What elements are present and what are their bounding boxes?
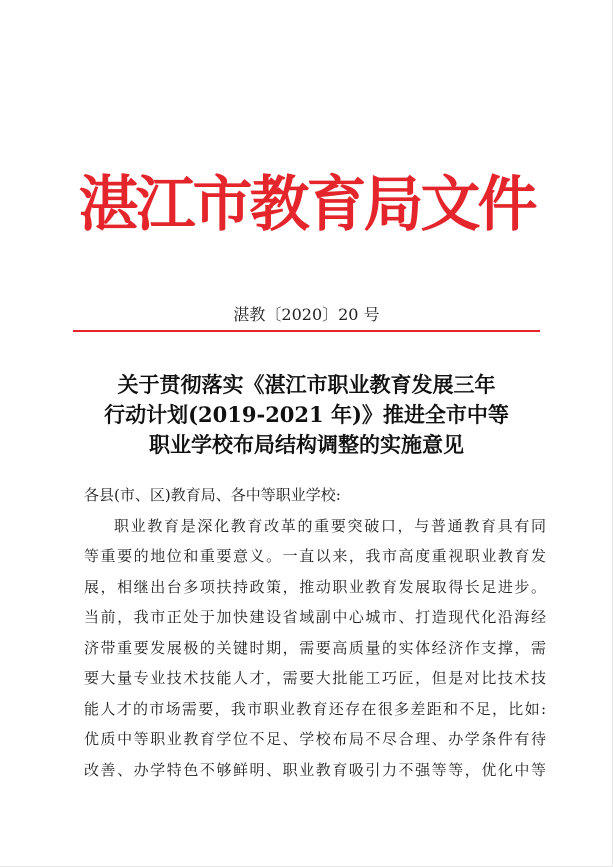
- notice-title-line: 职业学校布局结构调整的实施意见: [149, 432, 464, 457]
- paragraph-line: 等重要的地位和重要意义。一直以来，我市高度重视职业教育发: [84, 547, 546, 565]
- paragraph-line: 当前，我市正处于加快建设省域副中心城市、打造现代化沿海经: [84, 608, 546, 626]
- header-divider-line: [73, 330, 540, 332]
- paragraph-line: 展，相继出台多项扶持政策，推动职业教育发展取得长足进步。: [84, 577, 546, 596]
- notice-title: [0, 370, 613, 460]
- paragraph-line: 职业教育是深化教育改革的重要突破口，与普通教育具有同: [114, 516, 546, 535]
- paragraph-line: 优质中等职业教育学位不足、学校布局不尽合理、办学条件有待: [84, 730, 546, 748]
- paragraph-line: 改善、办学特色不够鲜明、职业教育吸引力不强等等，优化中等: [84, 760, 546, 779]
- document-number: 湛教〔2020〕20 号: [233, 305, 380, 324]
- paragraph-line: 要大量专业技术技能人才，需要大批能工巧匠，但是对比技术技: [84, 669, 546, 687]
- notice-title-line: 行动计划(2019-2021 年)》推进全市中等: [104, 402, 509, 427]
- document-body: [84, 480, 546, 785]
- document-header-title: 湛江市教育局文件: [78, 170, 535, 240]
- paragraph-line: 能人才的市场需要，我市职业教育还存在很多差距和不足，比如:: [84, 699, 546, 718]
- notice-title-line: 关于贯彻落实《湛江市职业教育发展三年: [117, 372, 496, 397]
- paragraph-line: 济带重要发展极的关键时期，需要高质量的实体经济作支撑，需: [84, 638, 546, 657]
- salutation: 各县(市、区)教育局、各中等职业学校:: [84, 486, 341, 504]
